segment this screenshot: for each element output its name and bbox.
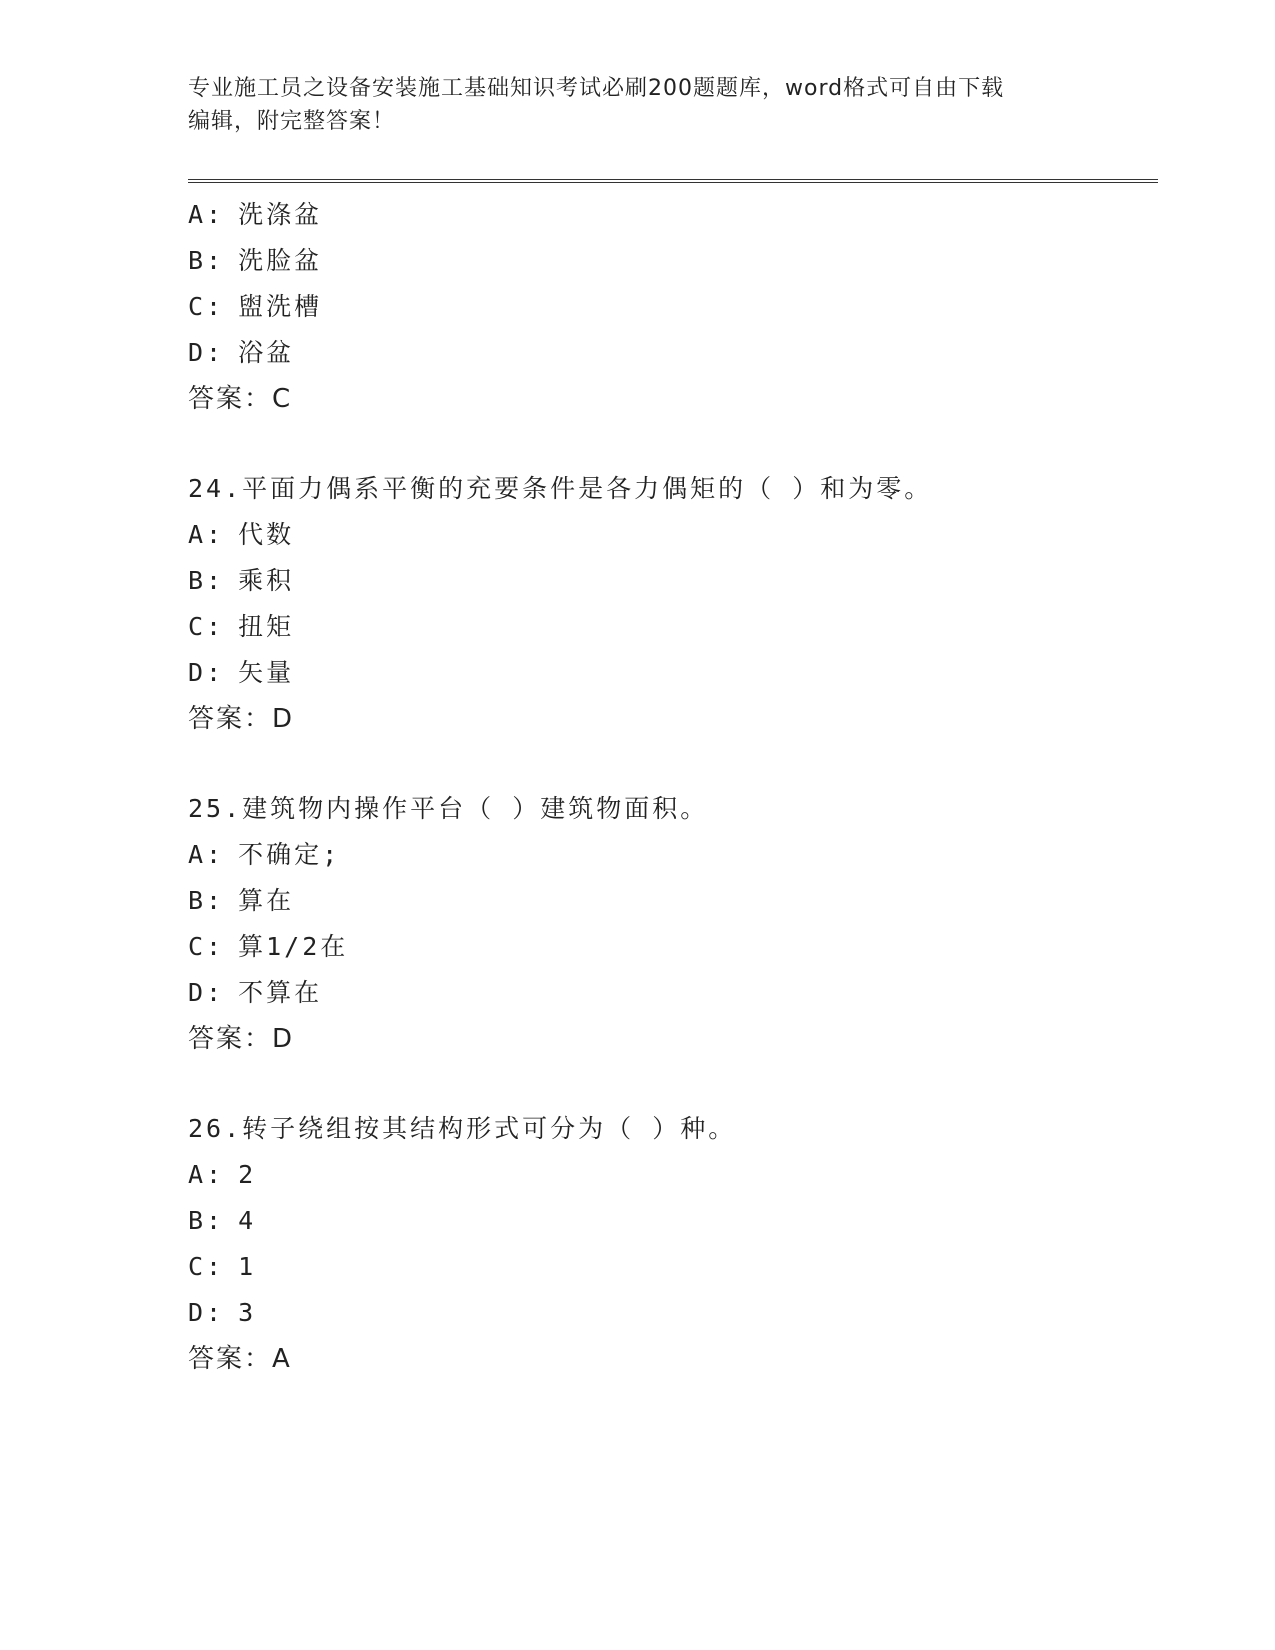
option-a: A: 不确定; [188,840,341,869]
option-a: A: 代数 [188,520,295,549]
document-header [188,72,1088,138]
question-list [188,192,1158,1382]
option-b: B: 4 [188,1206,257,1235]
option-d: D: 3 [188,1298,257,1327]
header-title-line-2: 编辑，附完整答案！ [188,109,396,134]
option-b: B: 乘积 [188,566,295,595]
option-d: D: 矢量 [188,658,295,687]
option-b: B: 洗脸盆 [188,246,323,275]
option-a: A: 洗涤盆 [188,200,323,229]
question-block-25 [188,786,1158,1062]
question-stem: 24.平面力偶系平衡的充要条件是各力偶矩的（ ）和为零。 [188,474,933,503]
option-c: C: 扭矩 [188,612,295,641]
option-d: D: 不算在 [188,978,323,1007]
option-b: B: 算在 [188,886,295,915]
question-stem: 26.转子绕组按其结构形式可分为（ ）种。 [188,1114,737,1143]
answer-line: 答案：D [188,704,295,734]
question-block-26 [188,1106,1158,1382]
header-title-line-1: 专业施工员之设备安装施工基础知识考试必刷200题题库，word格式可自由下载 [188,76,1005,101]
question-block-24 [188,466,1158,742]
answer-line: 答案：D [188,1024,295,1054]
answer-line: 答案：C [188,384,293,414]
question-stem: 25.建筑物内操作平台（ ）建筑物面积。 [188,794,709,823]
question-block-partial [188,192,1158,422]
option-c: C: 盥洗槽 [188,292,323,321]
answer-line: 答案：A [188,1344,292,1374]
option-c: C: 1 [188,1252,257,1281]
option-d: D: 浴盆 [188,338,295,367]
option-c: C: 算1/2在 [188,932,349,961]
option-a: A: 2 [188,1160,257,1189]
header-divider [188,179,1158,183]
